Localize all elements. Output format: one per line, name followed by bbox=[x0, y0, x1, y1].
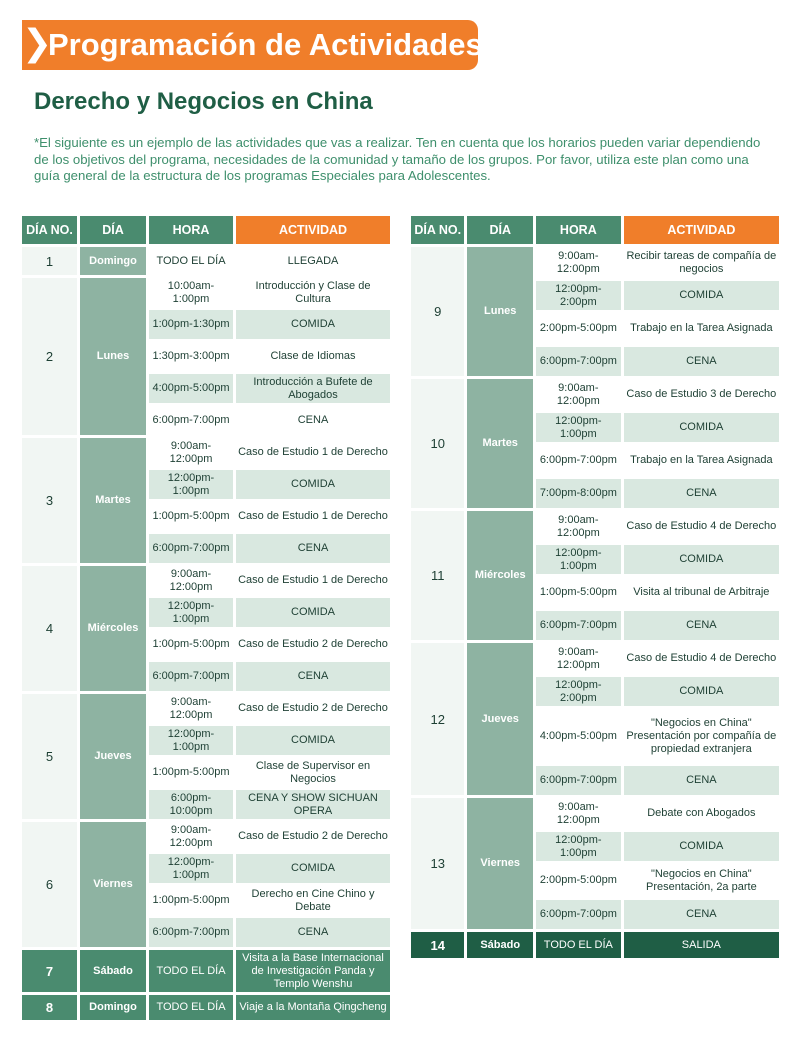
time-slot: 6:00pm-10:00pm bbox=[149, 790, 233, 819]
activity: CENA bbox=[624, 347, 779, 376]
table-row bbox=[22, 758, 390, 787]
day-name: Viernes bbox=[467, 798, 533, 929]
day-number: 8 bbox=[22, 995, 77, 1020]
activity: COMIDA bbox=[624, 677, 779, 706]
table-row bbox=[22, 438, 390, 467]
day-number: 14 bbox=[411, 932, 464, 958]
day-name: Sábado bbox=[467, 932, 533, 958]
day-number: 7 bbox=[22, 950, 77, 992]
time-slot: 2:00pm-5:00pm bbox=[536, 313, 621, 344]
activity: CENA bbox=[624, 479, 779, 508]
header-dia-no: DÍA NO. bbox=[22, 216, 77, 244]
activity: Debate con Abogados bbox=[624, 798, 779, 829]
activity: Visita a la Base Internacional de Investigación Panda y Templo Wenshu bbox=[236, 950, 390, 992]
table-row bbox=[22, 950, 390, 992]
activity: Caso de Estudio 2 de Derecho bbox=[236, 822, 390, 851]
time-slot: 9:00am-12:00pm bbox=[536, 511, 621, 542]
day-number: 1 bbox=[22, 247, 77, 275]
day-name: Domingo bbox=[80, 995, 146, 1020]
activity: CENA bbox=[236, 662, 390, 691]
header-actividad: ACTIVIDAD bbox=[624, 216, 779, 244]
activity: COMIDA bbox=[624, 281, 779, 310]
table-row bbox=[411, 281, 779, 310]
time-slot: 6:00pm-7:00pm bbox=[536, 900, 621, 929]
activity: Caso de Estudio 3 de Derecho bbox=[624, 379, 779, 410]
time-slot: 2:00pm-5:00pm bbox=[536, 864, 621, 897]
time-slot: 6:00pm-7:00pm bbox=[149, 662, 233, 691]
day-number: 12 bbox=[411, 643, 464, 795]
day-number: 13 bbox=[411, 798, 464, 929]
activity: "Negocios en China" Presentación, 2a parte bbox=[624, 864, 779, 897]
header-dia-no: DÍA NO. bbox=[411, 216, 464, 244]
time-slot: 6:00pm-7:00pm bbox=[536, 766, 621, 795]
time-slot: 1:00pm-5:00pm bbox=[536, 577, 621, 608]
day-name: Lunes bbox=[467, 247, 533, 376]
activity: CENA bbox=[236, 406, 390, 435]
activity: COMIDA bbox=[236, 310, 390, 339]
page-title: Programación de Actividades bbox=[48, 27, 483, 62]
table-row bbox=[22, 374, 390, 403]
activity: Caso de Estudio 4 de Derecho bbox=[624, 511, 779, 542]
table-row bbox=[411, 832, 779, 861]
time-slot: TODO EL DÍA bbox=[149, 950, 233, 992]
table-row bbox=[22, 995, 390, 1020]
activity: Trabajo en la Tarea Asignada bbox=[624, 445, 779, 476]
activity: "Negocios en China" Presentación por compañía de propiedad extranjera bbox=[624, 709, 779, 763]
table-row bbox=[22, 726, 390, 755]
table-row bbox=[22, 662, 390, 691]
time-slot: 1:00pm-1:30pm bbox=[149, 310, 233, 339]
table-row bbox=[411, 932, 779, 958]
activity: Caso de Estudio 1 de Derecho bbox=[236, 566, 390, 595]
table-row bbox=[22, 630, 390, 659]
header-hora: HORA bbox=[536, 216, 621, 244]
time-slot: 9:00am-12:00pm bbox=[149, 566, 233, 595]
time-slot: 1:00pm-5:00pm bbox=[149, 886, 233, 915]
time-slot: TODO EL DÍA bbox=[536, 932, 621, 958]
day-number: 4 bbox=[22, 566, 77, 691]
time-slot: 4:00pm-5:00pm bbox=[536, 709, 621, 763]
time-slot: 9:00am-12:00pm bbox=[149, 822, 233, 851]
day-name: Jueves bbox=[80, 694, 146, 819]
time-slot: 6:00pm-7:00pm bbox=[149, 406, 233, 435]
day-name: Jueves bbox=[467, 643, 533, 795]
activity: COMIDA bbox=[624, 413, 779, 442]
table-row bbox=[411, 677, 779, 706]
time-slot: 6:00pm-7:00pm bbox=[536, 611, 621, 640]
table-row bbox=[22, 918, 390, 947]
header-hora: HORA bbox=[149, 216, 233, 244]
table-row bbox=[411, 611, 779, 640]
time-slot: TODO EL DÍA bbox=[149, 995, 233, 1020]
activity: COMIDA bbox=[236, 854, 390, 883]
day-number: 9 bbox=[411, 247, 464, 376]
time-slot: 6:00pm-7:00pm bbox=[536, 445, 621, 476]
time-slot: 9:00am-12:00pm bbox=[536, 379, 621, 410]
activity: Introducción a Bufete de Abogados bbox=[236, 374, 390, 403]
time-slot: 1:00pm-5:00pm bbox=[149, 630, 233, 659]
table-row bbox=[411, 347, 779, 376]
table-row bbox=[22, 502, 390, 531]
day-name: Miércoles bbox=[467, 511, 533, 640]
day-name: Martes bbox=[467, 379, 533, 508]
header-actividad: ACTIVIDAD bbox=[236, 216, 390, 244]
table-row bbox=[411, 864, 779, 897]
time-slot: 12:00pm-1:00pm bbox=[536, 545, 621, 574]
day-name: Lunes bbox=[80, 278, 146, 435]
table-row bbox=[22, 342, 390, 371]
table-row bbox=[22, 566, 390, 595]
activity: COMIDA bbox=[236, 726, 390, 755]
time-slot: 9:00am-12:00pm bbox=[536, 247, 621, 278]
time-slot: 12:00pm-1:00pm bbox=[149, 598, 233, 627]
table-row bbox=[22, 247, 390, 275]
title-banner bbox=[22, 20, 483, 70]
time-slot: 12:00pm-1:00pm bbox=[536, 832, 621, 861]
activity: Recibir tareas de compañía de negocios bbox=[624, 247, 779, 278]
activity: CENA bbox=[236, 918, 390, 947]
activity: COMIDA bbox=[236, 598, 390, 627]
activity: Visita al tribunal de Arbitraje bbox=[624, 577, 779, 608]
activity: Caso de Estudio 4 de Derecho bbox=[624, 643, 779, 674]
time-slot: TODO EL DÍA bbox=[149, 247, 233, 275]
table-row bbox=[411, 445, 779, 476]
time-slot: 6:00pm-7:00pm bbox=[149, 918, 233, 947]
time-slot: 10:00am-1:00pm bbox=[149, 278, 233, 307]
time-slot: 1:00pm-5:00pm bbox=[149, 758, 233, 787]
activity: CENA bbox=[624, 900, 779, 929]
activity: CENA Y SHOW SICHUAN OPERA bbox=[236, 790, 390, 819]
table-row bbox=[411, 766, 779, 795]
table-row bbox=[411, 643, 779, 674]
time-slot: 9:00am-12:00pm bbox=[536, 643, 621, 674]
day-number: 11 bbox=[411, 511, 464, 640]
time-slot: 1:30pm-3:00pm bbox=[149, 342, 233, 371]
day-name: Sábado bbox=[80, 950, 146, 992]
activity: LLEGADA bbox=[236, 247, 390, 275]
schedule-table-left bbox=[19, 213, 393, 1023]
table-row bbox=[22, 310, 390, 339]
table-row bbox=[411, 511, 779, 542]
time-slot: 12:00pm-1:00pm bbox=[149, 854, 233, 883]
table-row bbox=[411, 577, 779, 608]
time-slot: 6:00pm-7:00pm bbox=[536, 347, 621, 376]
table-row bbox=[22, 534, 390, 563]
day-number: 10 bbox=[411, 379, 464, 508]
table-row bbox=[411, 798, 779, 829]
activity: SALIDA bbox=[624, 932, 779, 958]
time-slot: 12:00pm-1:00pm bbox=[149, 726, 233, 755]
activity: Caso de Estudio 2 de Derecho bbox=[236, 630, 390, 659]
activity: Caso de Estudio 2 de Derecho bbox=[236, 694, 390, 723]
table-row bbox=[411, 413, 779, 442]
activity: CENA bbox=[236, 534, 390, 563]
table-row bbox=[22, 790, 390, 819]
table-row bbox=[22, 854, 390, 883]
table-row bbox=[22, 470, 390, 499]
activity: Viaje a la Montaña Qingcheng bbox=[236, 995, 390, 1020]
activity: COMIDA bbox=[624, 832, 779, 861]
day-name: Martes bbox=[80, 438, 146, 563]
table-row bbox=[22, 886, 390, 915]
day-number: 6 bbox=[22, 822, 77, 947]
time-slot: 9:00am-12:00pm bbox=[536, 798, 621, 829]
activity: CENA bbox=[624, 611, 779, 640]
table-row bbox=[22, 694, 390, 723]
activity: CENA bbox=[624, 766, 779, 795]
activity: COMIDA bbox=[624, 545, 779, 574]
activity: Caso de Estudio 1 de Derecho bbox=[236, 438, 390, 467]
day-name: Domingo bbox=[80, 247, 146, 275]
time-slot: 9:00am-12:00pm bbox=[149, 438, 233, 467]
time-slot: 9:00am-12:00pm bbox=[149, 694, 233, 723]
day-number: 3 bbox=[22, 438, 77, 563]
table-row bbox=[411, 313, 779, 344]
day-name: Viernes bbox=[80, 822, 146, 947]
activity: Trabajo en la Tarea Asignada bbox=[624, 313, 779, 344]
table-row bbox=[411, 545, 779, 574]
table-row bbox=[411, 479, 779, 508]
table-row bbox=[411, 247, 779, 278]
activity: Introducción y Clase de Cultura bbox=[236, 278, 390, 307]
activity: Clase de Idiomas bbox=[236, 342, 390, 371]
time-slot: 1:00pm-5:00pm bbox=[149, 502, 233, 531]
intro-paragraph: *El siguiente es un ejemplo de las actividades que vas a realizar. Ten en cuenta que los horarios pueden variar dependiendo de los objetivos del programa, necesidades de la comunidad y tamaño de los grupos. Por favor, utiliza este plan como una guía general de la estructura de los programas Especiales para Adolescentes. bbox=[34, 135, 761, 183]
chevron-right-icon: ❯ bbox=[22, 23, 53, 64]
time-slot: 12:00pm-2:00pm bbox=[536, 281, 621, 310]
time-slot: 6:00pm-7:00pm bbox=[149, 534, 233, 563]
table-row bbox=[411, 900, 779, 929]
table-row bbox=[22, 278, 390, 307]
day-number: 5 bbox=[22, 694, 77, 819]
header-dia: DÍA bbox=[467, 216, 533, 244]
activity: COMIDA bbox=[236, 470, 390, 499]
time-slot: 12:00pm-1:00pm bbox=[149, 470, 233, 499]
time-slot: 12:00pm-1:00pm bbox=[536, 413, 621, 442]
table-row bbox=[22, 406, 390, 435]
table-row bbox=[411, 379, 779, 410]
table-row bbox=[22, 822, 390, 851]
time-slot: 12:00pm-2:00pm bbox=[536, 677, 621, 706]
program-subtitle: Derecho y Negocios en China bbox=[34, 88, 373, 115]
day-name: Miércoles bbox=[80, 566, 146, 691]
schedule-table-right bbox=[408, 213, 782, 961]
header-dia: DÍA bbox=[80, 216, 146, 244]
table-row bbox=[411, 709, 779, 763]
activity: Derecho en Cine Chino y Debate bbox=[236, 886, 390, 915]
time-slot: 4:00pm-5:00pm bbox=[149, 374, 233, 403]
table-row bbox=[22, 598, 390, 627]
activity: Clase de Supervisor en Negocios bbox=[236, 758, 390, 787]
time-slot: 7:00pm-8:00pm bbox=[536, 479, 621, 508]
activity: Caso de Estudio 1 de Derecho bbox=[236, 502, 390, 531]
day-number: 2 bbox=[22, 278, 77, 435]
